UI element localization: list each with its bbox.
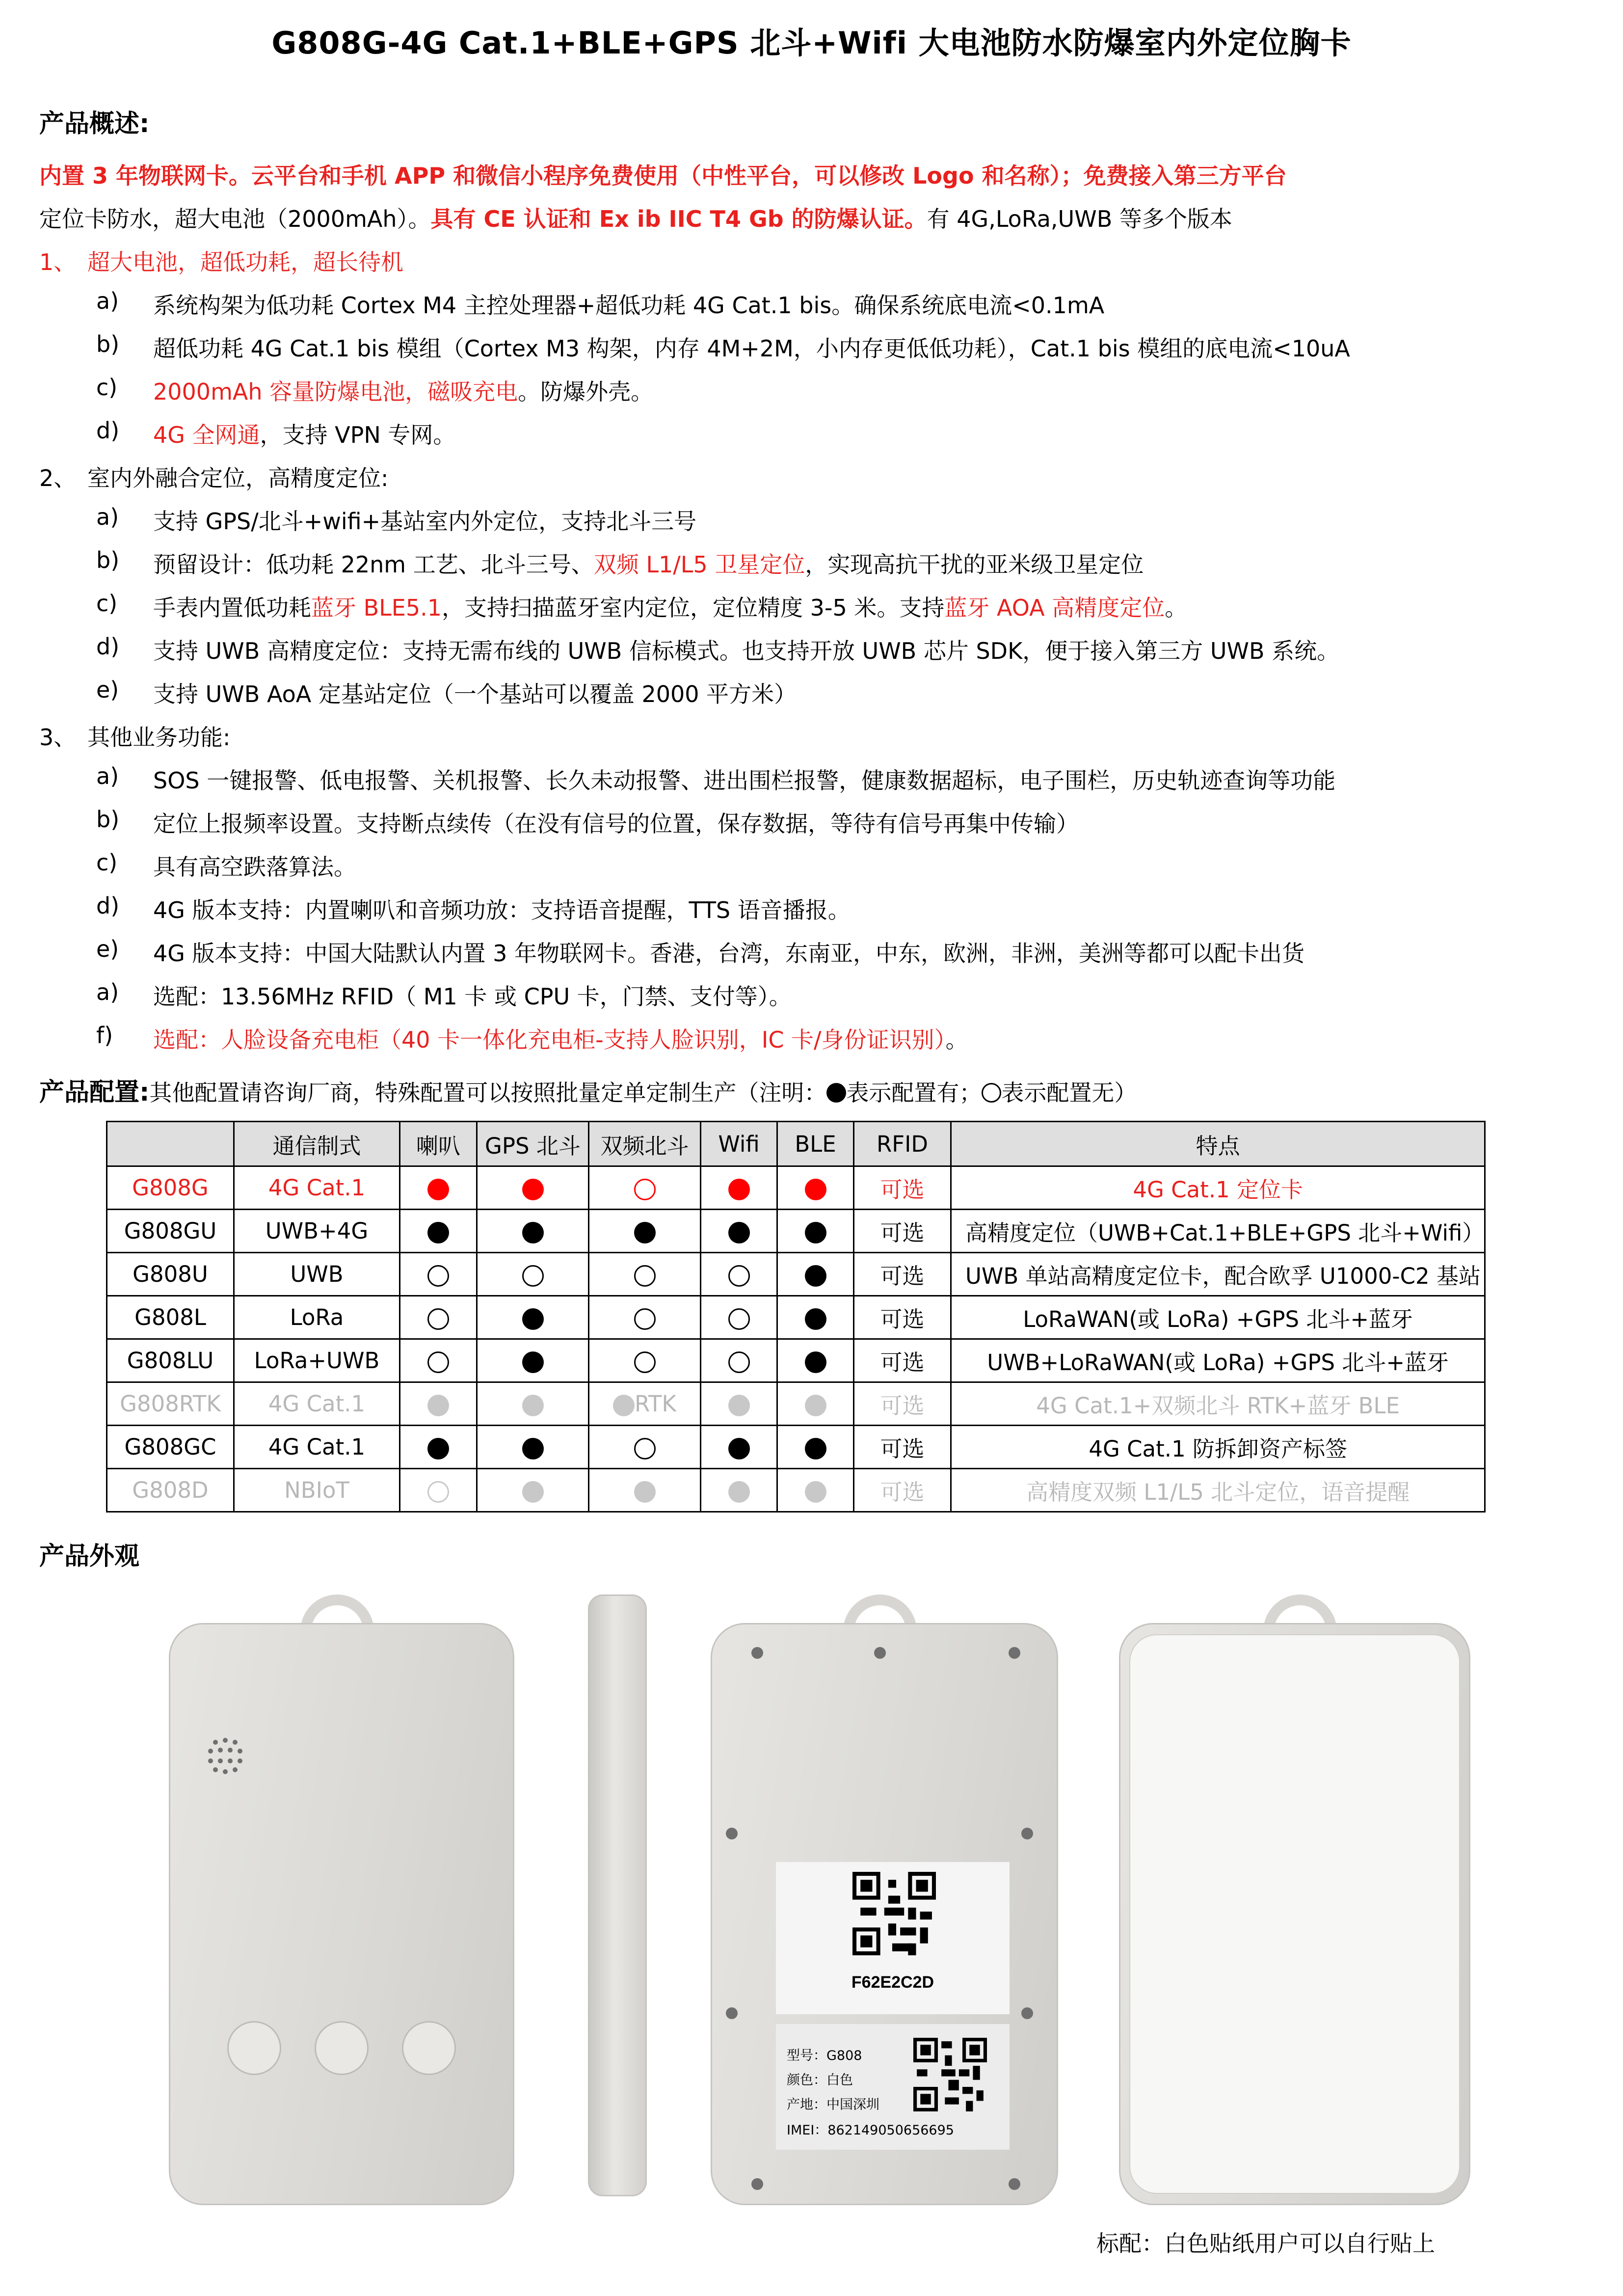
- config-note-a: 其他配置请咨询厂商，特殊配置可以按照批量定单定制生产（注明：: [149, 1080, 827, 1106]
- table-header-cell: RFID: [854, 1122, 951, 1166]
- list-marker: a): [96, 979, 119, 1005]
- filled-dot-icon: [522, 1222, 544, 1243]
- filled-dot-icon: [427, 1179, 449, 1200]
- list-marker: f): [96, 1022, 113, 1049]
- dual-band-cell: [589, 1339, 701, 1382]
- info-label: [776, 2024, 1010, 2150]
- list-item: [153, 590, 1187, 622]
- empty-dot-icon: [982, 1083, 1001, 1103]
- list-item: 系统构架为低功耗 Cortex M4 主控处理器+超低功耗 4G Cat.1 bis。确保系统底电流<0.1mA: [153, 292, 1105, 319]
- rfid-cell: 可选: [854, 1210, 951, 1253]
- model-cell: G808G: [107, 1166, 234, 1210]
- feature-cell: 4G Cat.1+双频北斗 RTK+蓝牙 BLE: [951, 1382, 1485, 1426]
- ble-cell: [777, 1296, 854, 1339]
- empty-dot-icon: [728, 1308, 750, 1330]
- screw-icon: [726, 1828, 738, 1839]
- label-origin: 产地：中国深圳: [787, 2097, 879, 2112]
- table-row: [107, 1469, 1485, 1512]
- filled-dot-icon: [805, 1438, 826, 1459]
- model-cell: G808LU: [107, 1339, 234, 1382]
- filled-dot-icon: [805, 1179, 826, 1200]
- gps-cell: [477, 1339, 589, 1382]
- empty-dot-icon: [634, 1438, 656, 1459]
- filled-dot-icon: [522, 1179, 544, 1200]
- qr-code-text: F62E2C2D: [851, 1973, 934, 1992]
- rfid-cell: 可选: [854, 1426, 951, 1469]
- highlight-text: 选配：人脸设备充电柜（40 卡一体化充电柜-支持人脸识别，IC 卡/身份证识别）: [153, 1026, 946, 1053]
- comm-cell: LoRa+UWB: [234, 1339, 400, 1382]
- rfid-cell: 可选: [854, 1469, 951, 1512]
- table-header-cell: 特点: [951, 1122, 1485, 1166]
- table-header-cell: Wifi: [701, 1122, 777, 1166]
- overview-line-2-c: 有 4G,LoRa,UWB 等多个版本: [927, 206, 1232, 232]
- speaker-grille-icon: [201, 1731, 250, 1781]
- list-marker: c): [96, 849, 118, 876]
- section-2-title: 室内外融合定位，高精度定位:: [87, 465, 389, 491]
- model-cell: G808D: [107, 1469, 234, 1512]
- gps-cell: [477, 1469, 589, 1512]
- section-1-number: 1、: [39, 249, 77, 275]
- device-button: [315, 2021, 369, 2075]
- feature-cell: UWB 单站高精度定位卡，配合欧孚 U1000-C2 基站: [951, 1253, 1485, 1296]
- filled-dot-icon: [522, 1481, 544, 1503]
- overview-heading: 产品概述:: [39, 109, 150, 138]
- feature-cell: 4G Cat.1 防拆卸资产标签: [951, 1426, 1485, 1469]
- model-cell: G808GU: [107, 1210, 234, 1253]
- model-cell: G808L: [107, 1296, 234, 1339]
- speaker-cell: [400, 1469, 477, 1512]
- list-item: 4G 版本支持：中国大陆默认内置 3 年物联网卡。香港，台湾，东南亚，中东，欧洲，非洲，美洲等都可以配卡出货: [153, 940, 1305, 967]
- speaker-cell: [400, 1382, 477, 1426]
- empty-dot-icon: [427, 1351, 449, 1373]
- comm-cell: 4G Cat.1: [234, 1166, 400, 1210]
- gps-cell: [477, 1166, 589, 1210]
- empty-dot-icon: [634, 1265, 656, 1287]
- list-item: 支持 UWB 高精度定位：支持无需布线的 UWB 信标模式。也支持开放 UWB 芯片 SDK，便于接入第三方 UWB 系统。: [153, 638, 1340, 664]
- section-3-title: 其他业务功能:: [87, 724, 231, 751]
- section-3-number: 3、: [39, 724, 77, 751]
- plain-text: 。: [945, 1026, 968, 1053]
- list-item: 超低功耗 4G Cat.1 bis 模组（Cortex M3 构架，内存 4M+2M，小内存更低低功耗），Cat.1 bis 模组的底电流<10uA: [153, 335, 1350, 362]
- ble-cell: [777, 1210, 854, 1253]
- config-table: [106, 1121, 1486, 1513]
- gps-cell: [477, 1296, 589, 1339]
- comm-cell: NBIoT: [234, 1469, 400, 1512]
- gps-cell: [477, 1210, 589, 1253]
- page-title: G808G-4G Cat.1+BLE+GPS 北斗+Wifi 大电池防水防爆室内外定位胸卡: [271, 25, 1352, 61]
- filled-dot-icon: [522, 1395, 544, 1416]
- filled-dot-icon: [427, 1438, 449, 1459]
- wifi-cell: [701, 1210, 777, 1253]
- table-header-cell: 通信制式: [234, 1122, 400, 1166]
- config-heading-row: [39, 1072, 1137, 1108]
- list-marker: d): [96, 417, 120, 444]
- table-header-cell: 双频北斗: [589, 1122, 701, 1166]
- model-cell: G808GC: [107, 1426, 234, 1469]
- feature-cell: 高精度双频 L1/L5 北斗定位，语音提醒: [951, 1469, 1485, 1512]
- config-note-c: 表示配置无）: [1001, 1080, 1137, 1106]
- empty-dot-icon: [634, 1308, 656, 1330]
- dual-band-cell: [589, 1426, 701, 1469]
- plain-text: 手表内置低功耗: [153, 594, 311, 621]
- list-item: [153, 1022, 968, 1054]
- feature-cell: 高精度定位（UWB+Cat.1+BLE+GPS 北斗+Wifi）: [951, 1210, 1485, 1253]
- plain-text: ，实现高抗干扰的亚米级卫星定位: [805, 551, 1144, 578]
- label-model: 型号：G808: [787, 2048, 862, 2063]
- ble-cell: [777, 1253, 854, 1296]
- filled-dot-icon: [805, 1222, 826, 1243]
- screw-icon: [751, 2178, 763, 2190]
- appearance-caption: 标配：白色贴纸用户可以自行贴上: [1096, 2230, 1435, 2257]
- empty-dot-icon: [728, 1351, 750, 1373]
- filled-dot-icon: [634, 1481, 656, 1503]
- list-marker: e): [96, 936, 119, 962]
- qr-code-icon: [852, 1872, 936, 1955]
- filled-dot-icon: [728, 1395, 750, 1416]
- table-row: [107, 1210, 1485, 1253]
- list-marker: e): [96, 676, 119, 703]
- dual-band-cell: [589, 1210, 701, 1253]
- wifi-cell: [701, 1426, 777, 1469]
- plain-text: 预留设计：低功耗 22nm 工艺、北斗三号、: [153, 551, 594, 578]
- comm-cell: 4G Cat.1: [234, 1426, 400, 1469]
- plain-text: 。: [1165, 594, 1188, 621]
- list-item: SOS 一键报警、低电报警、关机报警、长久未动报警、进出围栏报警，健康数据超标，电子围栏，历史轨迹查询等功能: [153, 767, 1336, 794]
- list-marker: a): [96, 504, 119, 530]
- dual-band-cell: [589, 1166, 701, 1210]
- filled-dot-icon: [805, 1351, 826, 1373]
- wifi-cell: [701, 1339, 777, 1382]
- comm-cell: LoRa: [234, 1296, 400, 1339]
- qr-code-icon: [913, 2038, 987, 2111]
- overview-line-2-cert: 具有 CE 认证和 Ex ib IIC T4 Gb 的防爆认证。: [430, 206, 927, 232]
- ble-cell: [777, 1469, 854, 1512]
- ble-cell: [777, 1166, 854, 1210]
- filled-dot-icon: [522, 1438, 544, 1459]
- speaker-cell: [400, 1210, 477, 1253]
- gps-cell: [477, 1426, 589, 1469]
- empty-dot-icon: [427, 1308, 449, 1330]
- label-color: 颜色：白色: [787, 2073, 853, 2088]
- screw-icon: [726, 2007, 738, 2019]
- plain-text: ，支持 VPN 专网。: [260, 422, 456, 448]
- speaker-cell: [400, 1426, 477, 1469]
- gps-cell: [477, 1253, 589, 1296]
- dual-band-cell: [589, 1296, 701, 1339]
- filled-dot-icon: [805, 1308, 826, 1330]
- comm-cell: 4G Cat.1: [234, 1382, 400, 1426]
- highlight-text: 2000mAh 容量防爆电池，磁吸充电: [153, 378, 518, 405]
- list-marker: d): [96, 892, 120, 919]
- dual-band-cell: [589, 1253, 701, 1296]
- table-header-cell: BLE: [777, 1122, 854, 1166]
- table-row: [107, 1382, 1485, 1426]
- feature-cell: LoRaWAN(或 LoRa) +GPS 北斗+蓝牙: [951, 1296, 1485, 1339]
- list-marker: a): [96, 288, 119, 314]
- wifi-cell: [701, 1166, 777, 1210]
- empty-dot-icon: [728, 1265, 750, 1287]
- device-back: [711, 1623, 1058, 2205]
- highlight-text: 4G 全网通: [153, 422, 260, 448]
- table-row: [107, 1426, 1485, 1469]
- speaker-cell: [400, 1253, 477, 1296]
- model-cell: G808RTK: [107, 1382, 234, 1426]
- list-marker: b): [96, 331, 120, 357]
- comm-cell: UWB+4G: [234, 1210, 400, 1253]
- wifi-cell: [701, 1296, 777, 1339]
- model-cell: G808U: [107, 1253, 234, 1296]
- plain-text: 。防爆外壳。: [518, 378, 654, 405]
- gps-cell: [477, 1382, 589, 1426]
- rfid-cell: 可选: [854, 1253, 951, 1296]
- screw-icon: [1021, 2007, 1033, 2019]
- filled-dot-icon: [805, 1395, 826, 1416]
- device-button: [402, 2021, 456, 2075]
- table-row: [107, 1296, 1485, 1339]
- list-marker: a): [96, 763, 119, 789]
- empty-dot-icon: [634, 1179, 656, 1200]
- wifi-cell: [701, 1382, 777, 1426]
- rfid-cell: 可选: [854, 1166, 951, 1210]
- list-item: 支持 GPS/北斗+wifi+基站室内外定位，支持北斗三号: [153, 508, 697, 535]
- table-header-cell: 喇叭: [400, 1122, 477, 1166]
- ble-cell: [777, 1339, 854, 1382]
- list-marker: b): [96, 806, 120, 833]
- label-imei: IMEI：862149050656695: [787, 2123, 954, 2138]
- dual-band-cell: [589, 1469, 701, 1512]
- list-marker: d): [96, 633, 120, 660]
- empty-dot-icon: [427, 1265, 449, 1287]
- filled-dot-icon: [634, 1222, 656, 1243]
- table-row: [107, 1166, 1485, 1210]
- filled-dot-icon: [613, 1395, 635, 1416]
- list-item: 选配：13.56MHz RFID（ M1 卡 或 CPU 卡，门禁、支付等）。: [153, 983, 792, 1010]
- ble-cell: [777, 1426, 854, 1469]
- list-marker: b): [96, 547, 120, 573]
- comm-cell: UWB: [234, 1253, 400, 1296]
- filled-dot-icon: [427, 1395, 449, 1416]
- screw-icon: [1009, 2178, 1020, 2190]
- filled-dot-icon: [728, 1222, 750, 1243]
- rfid-cell: 可选: [854, 1296, 951, 1339]
- table-header-cell: GPS 北斗: [477, 1122, 589, 1166]
- wifi-cell: [701, 1469, 777, 1512]
- table-row: [107, 1339, 1485, 1382]
- empty-dot-icon: [634, 1351, 656, 1373]
- table-header-cell: [107, 1122, 234, 1166]
- overview-line-2: [39, 201, 1232, 234]
- filled-dot-icon: [826, 1083, 846, 1103]
- filled-dot-icon: [522, 1308, 544, 1330]
- list-item: 4G 版本支持：内置喇叭和音频功放：支持语音提醒，TTS 语音播报。: [153, 897, 851, 923]
- highlight-text: 蓝牙 BLE5.1: [311, 594, 442, 621]
- config-heading: 产品配置:: [39, 1078, 150, 1107]
- table-row: [107, 1253, 1485, 1296]
- blank-sticker: [1129, 1634, 1460, 2194]
- speaker-cell: [400, 1296, 477, 1339]
- list-item: [153, 417, 455, 450]
- empty-dot-icon: [427, 1481, 449, 1503]
- screw-icon: [1021, 1828, 1033, 1839]
- feature-cell: UWB+LoRaWAN(或 LoRa) +GPS 北斗+蓝牙: [951, 1339, 1485, 1382]
- list-marker: c): [96, 590, 118, 617]
- list-marker: c): [96, 374, 118, 401]
- filled-dot-icon: [805, 1265, 826, 1287]
- list-item: [153, 547, 1144, 579]
- filled-dot-icon: [728, 1481, 750, 1503]
- section-1-title: 超大电池，超低功耗，超长待机: [87, 249, 403, 275]
- filled-dot-icon: [728, 1438, 750, 1459]
- overview-line-1: 内置 3 年物联网卡。云平台和手机 APP 和微信小程序免费使用（中性平台，可以修改 Logo 和名称）；免费接入第三方平台: [39, 162, 1287, 189]
- section-2-number: 2、: [39, 465, 77, 491]
- filled-dot-icon: [427, 1222, 449, 1243]
- feature-cell: 4G Cat.1 定位卡: [951, 1166, 1485, 1210]
- filled-dot-icon: [805, 1481, 826, 1503]
- screw-icon: [1009, 1647, 1020, 1659]
- filled-dot-icon: [522, 1351, 544, 1373]
- appearance-heading: 产品外观: [39, 1542, 140, 1571]
- speaker-cell: [400, 1339, 477, 1382]
- filled-dot-icon: [728, 1179, 750, 1200]
- device-button: [227, 2021, 281, 2075]
- list-item: 定位上报频率设置。支持断点续传（在没有信号的位置，保存数据，等待有信号再集中传输）: [153, 810, 1079, 837]
- qr-sticker: [776, 1862, 1010, 2014]
- empty-dot-icon: [522, 1265, 544, 1287]
- overview-line-2-a: 定位卡防水，超大电池（2000mAh）。: [39, 206, 431, 232]
- speaker-cell: [400, 1166, 477, 1210]
- plain-text: ，支持扫描蓝牙室内定位，定位精度 3-5 米。支持: [442, 594, 945, 621]
- ble-cell: [777, 1382, 854, 1426]
- dual-band-cell: [589, 1382, 701, 1426]
- device-back-sticker: [1119, 1623, 1470, 2205]
- config-note-b: 表示配置有；: [846, 1080, 982, 1106]
- screw-icon: [751, 1647, 763, 1659]
- device-side: [588, 1594, 647, 2196]
- highlight-text: 双频 L1/L5 卫星定位: [593, 551, 805, 578]
- list-item: 具有高空跌落算法。: [153, 854, 356, 880]
- list-item: [153, 374, 653, 406]
- wifi-cell: [701, 1253, 777, 1296]
- rfid-cell: 可选: [854, 1339, 951, 1382]
- device-front: [169, 1623, 514, 2205]
- screw-icon: [874, 1647, 886, 1659]
- highlight-text: 蓝牙 AOA 高精度定位: [944, 594, 1165, 621]
- list-item: 支持 UWB AoA 定基站定位（一个基站可以覆盖 2000 平方米）: [153, 681, 797, 707]
- table-header-row: [107, 1122, 1485, 1166]
- cell-note: RTK: [635, 1391, 676, 1417]
- rfid-cell: 可选: [854, 1382, 951, 1426]
